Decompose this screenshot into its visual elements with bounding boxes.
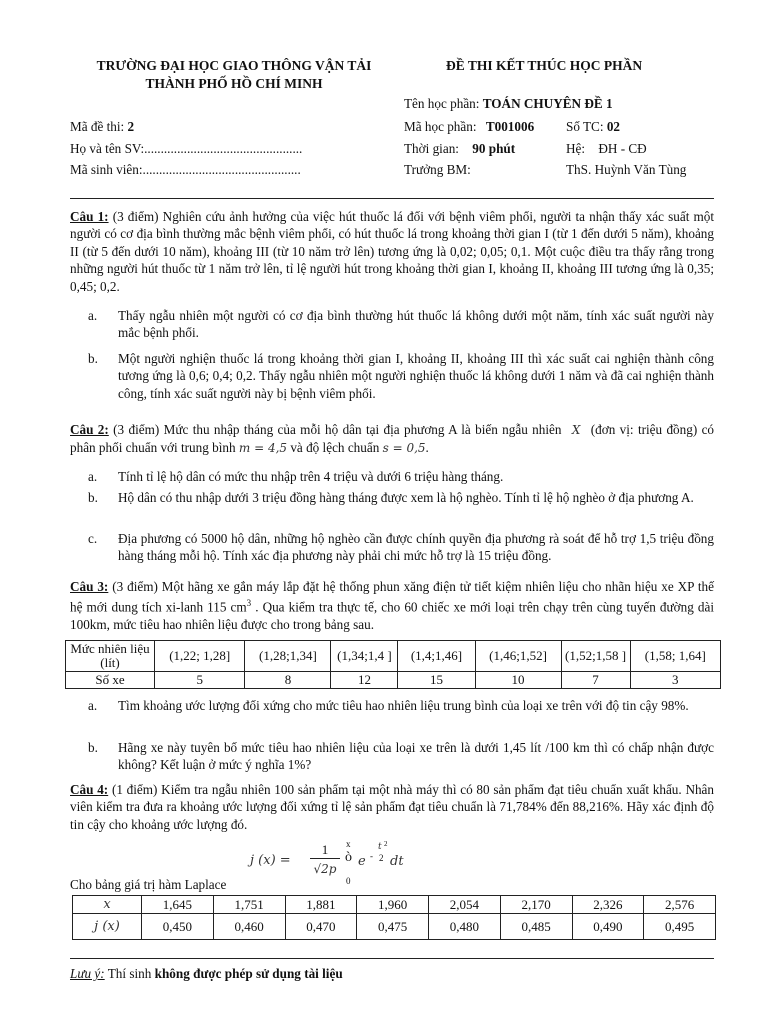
table-cell: (1,4;1,46] xyxy=(398,641,475,672)
dept-head-label: Trưởng BM: xyxy=(404,162,471,177)
table-header-cell: Mức nhiên liệu (lít) xyxy=(66,641,155,672)
question-1b-text: Một người nghiện thuốc lá trong khoảng thời gian I, khoảng II, khoảng III thì xác suất cai nghiện thành công tương ứng là 0,6; 0,4; 0,2. Thấy ngẫu nhiên một người nghiện thuốc lá không dưới 1 năm và đã cai nghiện thành công, tính xác suất người này bị bệnh viêm phổi. xyxy=(118,351,714,401)
note-text: Thí sinh xyxy=(107,966,152,981)
table-cell: (1,58; 1,64] xyxy=(630,641,720,672)
question-2c-text: Địa phương có 5000 hộ dân, những hộ nghèo cần được chính quyền địa phương rà soát để hỗ trợ 1,5 triệu đồng hàng tháng mỗi hộ. Tính xác địa phương này phải chi mức hỗ trợ là 15 triệu đồng. xyxy=(118,531,714,564)
formula-exp-pow: 2 xyxy=(384,840,388,848)
table-cell: (1,28;1,34] xyxy=(245,641,331,672)
table-cell: (1,46;1,52] xyxy=(475,641,561,672)
item-marker: a. xyxy=(88,469,98,484)
table-cell: 12 xyxy=(331,672,398,689)
table-cell: 3 xyxy=(630,672,720,689)
table-cell: 2,326 xyxy=(572,896,644,914)
table-cell: 0,495 xyxy=(644,914,716,940)
school-line-2: THÀNH PHỐ HỒ CHÍ MINH xyxy=(145,76,323,91)
exam-code xyxy=(70,118,134,135)
std-expression: s = 0,5 xyxy=(382,441,426,456)
item-marker: b. xyxy=(88,740,98,755)
table-cell: 15 xyxy=(398,672,475,689)
formula-exp-num: t xyxy=(378,842,382,852)
superscript: 3 xyxy=(246,598,252,609)
credits-value: 02 xyxy=(606,119,620,134)
exam-title: ĐỀ THI KẾT THÚC HỌC PHẦN xyxy=(446,58,643,73)
table-cell: 2,576 xyxy=(644,896,716,914)
table-cell: 0,490 xyxy=(572,914,644,940)
table-cell: 0,470 xyxy=(285,914,357,940)
question-2-text: triệu đồng) có phân phối chuẩn với trung bình xyxy=(70,422,715,456)
x-variable: X xyxy=(571,423,581,437)
formula-minus: - xyxy=(370,851,373,861)
course-name xyxy=(404,95,613,112)
item-marker: b. xyxy=(88,351,98,366)
question-2-text: (3 điểm) Mức thu nhập tháng của mỗi hộ dân tại địa phương A là biến ngẫu nhiên xyxy=(113,422,562,437)
table-cell: 1,751 xyxy=(213,896,285,914)
footer-divider xyxy=(70,958,714,959)
exam-code-label: Mã đề thi: xyxy=(70,119,125,134)
table-header-cell: x xyxy=(73,896,142,914)
exam-code-value: 2 xyxy=(127,119,135,134)
question-3-label: Câu 3: xyxy=(70,579,109,594)
item-marker: a. xyxy=(88,308,98,323)
table-row xyxy=(66,641,721,672)
dept-head xyxy=(404,161,471,178)
question-1 xyxy=(70,208,714,295)
item-marker: c. xyxy=(88,531,98,546)
footer-note xyxy=(70,965,343,982)
table-cell: 0,485 xyxy=(500,914,572,940)
question-4 xyxy=(70,781,714,833)
mean-expression: m = 4,5 xyxy=(238,441,288,456)
question-3 xyxy=(70,578,714,634)
course-name-value: TOÁN CHUYÊN ĐỀ 1 xyxy=(482,96,613,111)
table-cell: 7 xyxy=(561,672,630,689)
question-1-text: (3 điểm) Nghiên cứu ảnh hưởng của việc hút thuốc lá đối với bệnh viêm phổi, người ta nhận thấy xác suất một người có cơ địa bình thường mắc bệnh viêm phổi, có hút thuốc lá trong khoảng thời gian I (từ 1 đến dưới 5 năm), khoảng II (từ 5 đến dưới 10 năm), khoảng III (từ 10 năm trở lên) tương ứng là 0,02; 0,05; 0,1. Một cuộc điều tra thấy rằng trong những người hút thuốc từ 1 năm trở lên, tỉ lệ người hút trong khoảng thời gian I, khoảng II, khoảng III tương ứng là 0,35; 0,45; 0,2. xyxy=(70,209,715,294)
question-1a xyxy=(88,307,714,342)
school-name xyxy=(64,57,404,93)
formula-exp-den: 2 xyxy=(379,853,384,863)
question-1-label: Câu 1: xyxy=(70,209,109,224)
question-2-label: Câu 2: xyxy=(70,422,109,437)
question-1a-text: Thấy ngẫu nhiên một người có cơ địa bình thường hút thuốc lá không dưới một năm, tính xác suất người này mắc bệnh phổi. xyxy=(118,308,714,341)
course-code-value: T001006 xyxy=(485,119,535,134)
table-cell: 1,881 xyxy=(285,896,357,914)
note-label: Lưu ý: xyxy=(70,966,105,981)
table-cell: (1,52;1,58 ] xyxy=(561,641,630,672)
question-2-text: (đơn vị: xyxy=(590,422,634,437)
laplace-intro: Cho bảng giá trị hàm Laplace xyxy=(70,877,227,892)
table-cell: 10 xyxy=(475,672,561,689)
dept-head-value: ThS. Huỳnh Văn Tùng xyxy=(566,162,687,177)
table-cell: 0,475 xyxy=(357,914,429,940)
credits xyxy=(566,118,620,135)
question-2c xyxy=(88,530,714,565)
course-code xyxy=(404,118,534,135)
question-2-text: và độ lệch chuẩn xyxy=(290,440,380,456)
question-3b-text: Hãng xe này tuyên bố mức tiêu hao nhiên liệu của loại xe trên là dưới 1,45 lít /100 km thì có chấp nhận được không? Kết luận ở mức ý nghĩa 1%? xyxy=(118,740,714,773)
table-header-cell: j (x) xyxy=(73,914,142,940)
laplace-table xyxy=(72,895,716,940)
duration-label: Thời gian: xyxy=(404,141,459,156)
item-marker: a. xyxy=(88,698,98,713)
program-label: Hệ: xyxy=(566,141,586,156)
integral-lower: 0 xyxy=(346,876,351,886)
student-name-field: Họ và tên SV:................................................ xyxy=(70,141,303,156)
table-cell: 0,460 xyxy=(213,914,285,940)
table-cell: (1,22; 1,28] xyxy=(155,641,245,672)
question-2a xyxy=(88,468,714,485)
question-4-label: Câu 4: xyxy=(70,782,109,797)
table-cell: 1,960 xyxy=(357,896,429,914)
table-cell: 2,170 xyxy=(500,896,572,914)
question-2b-text: Hộ dân có thu nhập dưới 3 triệu đồng hàng tháng được xem là hộ nghèo. Tính tỉ lệ hộ nghèo ở địa phương A. xyxy=(118,490,694,505)
formula-numerator: 1 xyxy=(321,842,329,857)
integral-sign: ò xyxy=(345,850,352,865)
table-cell: 8 xyxy=(245,672,331,689)
integral-upper: x xyxy=(346,839,351,849)
formula-dt: dt xyxy=(390,854,404,869)
table-cell: 5 xyxy=(155,672,245,689)
header-divider xyxy=(70,198,714,199)
formula-denominator: √2p xyxy=(313,862,337,876)
duration-value: 90 phút xyxy=(472,141,516,156)
course-name-label: Tên học phần: xyxy=(404,96,480,111)
question-2b xyxy=(88,489,714,506)
laplace-formula xyxy=(250,836,420,886)
table-cell: 1,645 xyxy=(142,896,214,914)
question-3b xyxy=(88,739,714,774)
table-row xyxy=(73,914,716,940)
duration xyxy=(404,140,515,157)
question-3-text: (3 điểm) Một hãng xe gắn máy lắp đặt hệ thống phun xăng điện tử tiết kiệm nhiên liệu cho nhãn hiệu xe XP thế hệ mới dung tích xi-lanh 115 cm xyxy=(70,579,715,615)
credits-label: Số TC: xyxy=(566,119,604,134)
table-cell: 2,054 xyxy=(429,896,501,914)
table-cell: 0,480 xyxy=(429,914,501,940)
question-3a-text: Tìm khoảng ước lượng đối xứng cho mức tiêu hao nhiên liệu trung bình của loại xe trên với độ tin cậy 98%. xyxy=(118,698,689,713)
program-value: ĐH - CĐ xyxy=(598,141,647,156)
question-3-text: . Qua kiểm tra thực tế, cho 60 chiếc xe mới loại trên chạy trên cùng tuyến đường dài 100km, mức tiêu hao nhiên liệu được cho trong bảng sau. xyxy=(70,599,715,633)
item-marker: b. xyxy=(88,490,98,505)
fuel-table xyxy=(65,640,721,689)
table-row xyxy=(66,672,721,689)
table-cell: 0,450 xyxy=(142,914,214,940)
question-2 xyxy=(70,421,714,458)
question-1b xyxy=(88,350,714,402)
question-4-text: (1 điểm) Kiểm tra ngẫu nhiên 100 sản phẩm tại một nhà máy thì có 80 sản phẩm đạt tiêu chuẩn xuất khẩu. Nhân viên kiểm tra đưa ra khoảng ước lượng đối xứng tỉ lệ sản phẩm đạt tiêu chuẩn là 71,784% đến 88,216%. Hãy xác định độ tin cậy cho khoảng ước lượng đó. xyxy=(70,782,715,832)
table-header-cell: Số xe xyxy=(66,672,155,689)
table-row xyxy=(73,896,716,914)
question-3a xyxy=(88,697,714,714)
fraction-bar xyxy=(310,858,340,859)
question-2-text: . xyxy=(425,440,429,456)
formula-e: e xyxy=(358,854,366,869)
note-emphasis: không được phép sử dụng tài liệu xyxy=(154,966,343,981)
table-cell: (1,34;1,4 ] xyxy=(331,641,398,672)
school-line-1: TRƯỜNG ĐẠI HỌC GIAO THÔNG VẬN TẢI xyxy=(96,58,372,73)
student-id-field: Mã sinh viên:................................................ xyxy=(70,162,301,177)
program xyxy=(566,140,647,157)
question-2a-text: Tính tỉ lệ hộ dân có mức thu nhập trên 4 triệu và dưới 6 triệu hàng tháng. xyxy=(118,469,504,484)
course-code-label: Mã học phần: xyxy=(404,119,477,134)
formula-lhs: j (x) = xyxy=(250,853,291,868)
